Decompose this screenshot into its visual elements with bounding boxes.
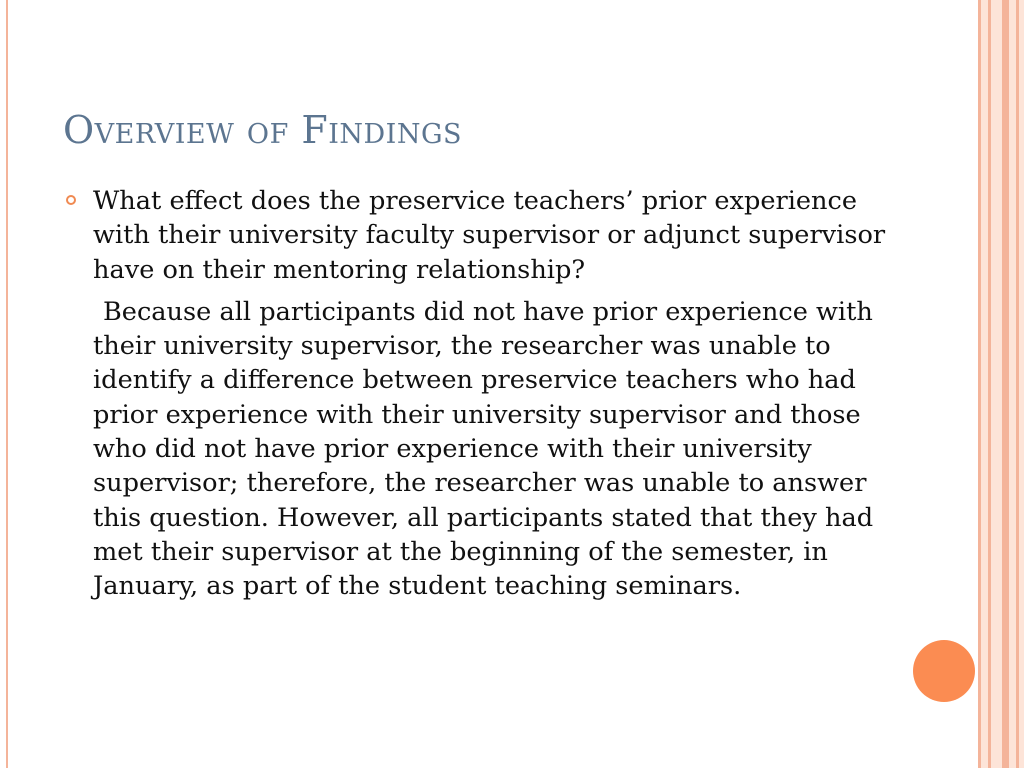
right-stripe: [988, 0, 991, 768]
bullet-question: What effect does the preservice teachers’ prior experience with their university faculty supervisor or adjunct supervisor have on their mentoring relationship?: [93, 186, 886, 285]
slide-body: [63, 184, 893, 604]
right-stripe: [978, 0, 981, 768]
right-stripe: [1016, 0, 1019, 768]
answer-paragraph: Because all participants did not have prior experience with their university supervisor, the researcher was unable to identify a difference between preservice teachers who had prior experience with their university supervisor and those who did not have prior experience with their university supervisor; therefore, the researcher was unable to answer this question. However, all participants stated that they had met their supervisor at the beginning of the semester, in January, as part of the student teaching seminars.: [93, 296, 874, 602]
decorative-circle: [913, 640, 975, 702]
right-stripe: [1002, 0, 1009, 768]
left-border-line: [6, 0, 8, 768]
slide-title: Overview of Findings: [63, 108, 463, 152]
bullet-item: [63, 184, 893, 287]
bullet-ring-icon: [66, 195, 76, 205]
